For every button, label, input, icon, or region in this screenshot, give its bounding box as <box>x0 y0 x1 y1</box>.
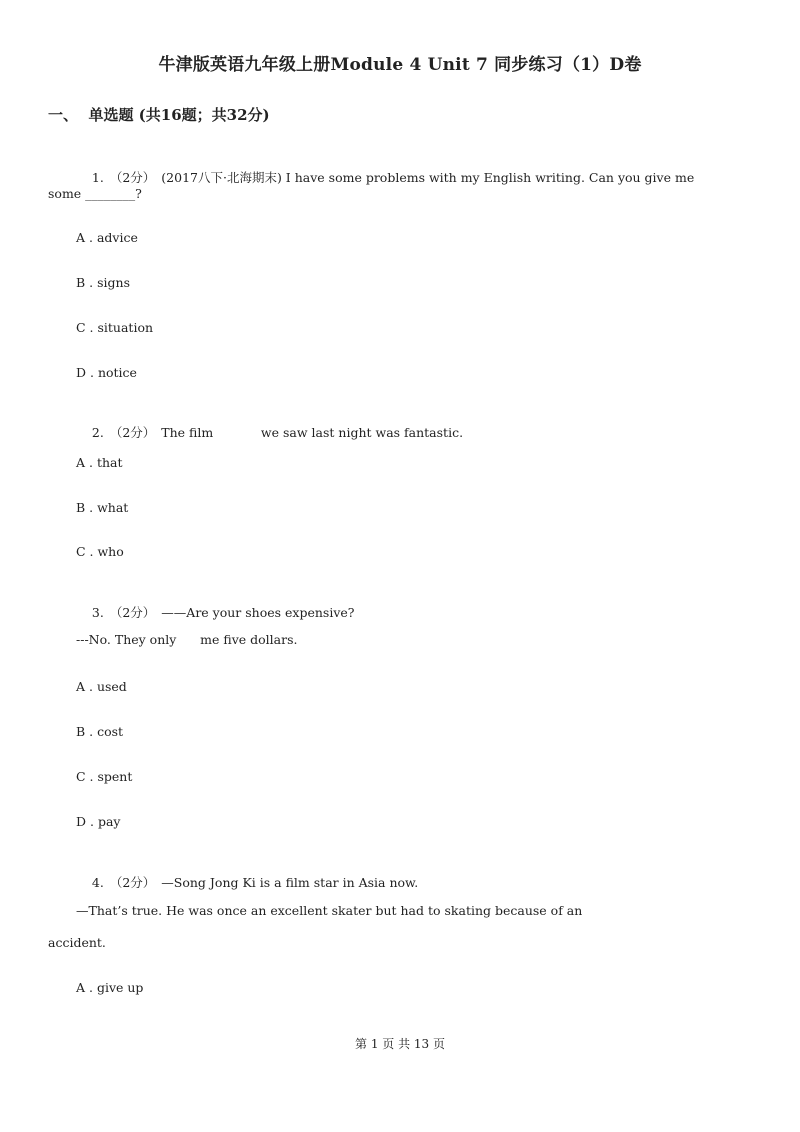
question-number: 1. <box>91 170 104 185</box>
question-1-option-d: D . notice <box>76 365 137 380</box>
question-3-option-c: C . spent <box>76 769 133 784</box>
question-stem: The film we saw last night was fantastic. <box>161 425 464 440</box>
question-3-option-a: A . used <box>76 679 127 694</box>
question-4-stem-continued: —That’s true. He was once an excellent skater but had to skating because of an <box>76 903 583 918</box>
page-footer: 第 1 页 共 13 页 <box>355 1037 445 1051</box>
question-3-option-d: D . pay <box>76 814 121 829</box>
question-3-option-b: B . cost <box>76 724 124 739</box>
question-stem: —Song Jong Ki is a film star in Asia now. <box>161 875 419 890</box>
question-number: 3. <box>91 605 104 620</box>
question-1-option-c: C . situation <box>76 320 154 335</box>
question-4-option-a: A . give up <box>76 980 144 995</box>
question-stem: ——Are your shoes expensive? <box>161 605 355 620</box>
question-score: （2分） <box>109 170 156 185</box>
question-2-header <box>76 406 463 460</box>
question-score: （2分） <box>109 425 156 440</box>
question-1-option-b: B . signs <box>76 275 130 290</box>
question-1-stem-continued: some ________? <box>48 186 142 201</box>
question-score: （2分） <box>109 605 156 620</box>
question-3-stem-continued: ---No. They only me five dollars. <box>76 632 298 647</box>
document-title: 牛津版英语九年级上册Module 4 Unit 7 同步练习（1）D卷 <box>158 55 642 75</box>
question-2-option-a: A . that <box>76 455 123 470</box>
question-2-option-b: B . what <box>76 500 129 515</box>
question-stem: (2017八下·北海期末) I have some problems with my English writing. Can you give me <box>161 170 695 185</box>
question-score: （2分） <box>109 875 156 890</box>
question-2-option-c: C . who <box>76 544 124 559</box>
section-heading: 一、 单选题 (共16题；共32分) <box>48 106 270 124</box>
question-number: 4. <box>91 875 104 890</box>
question-1-header <box>76 151 694 205</box>
question-number: 2. <box>91 425 104 440</box>
question-1-option-a: A . advice <box>76 230 138 245</box>
question-4-stem-end: accident. <box>48 935 106 950</box>
